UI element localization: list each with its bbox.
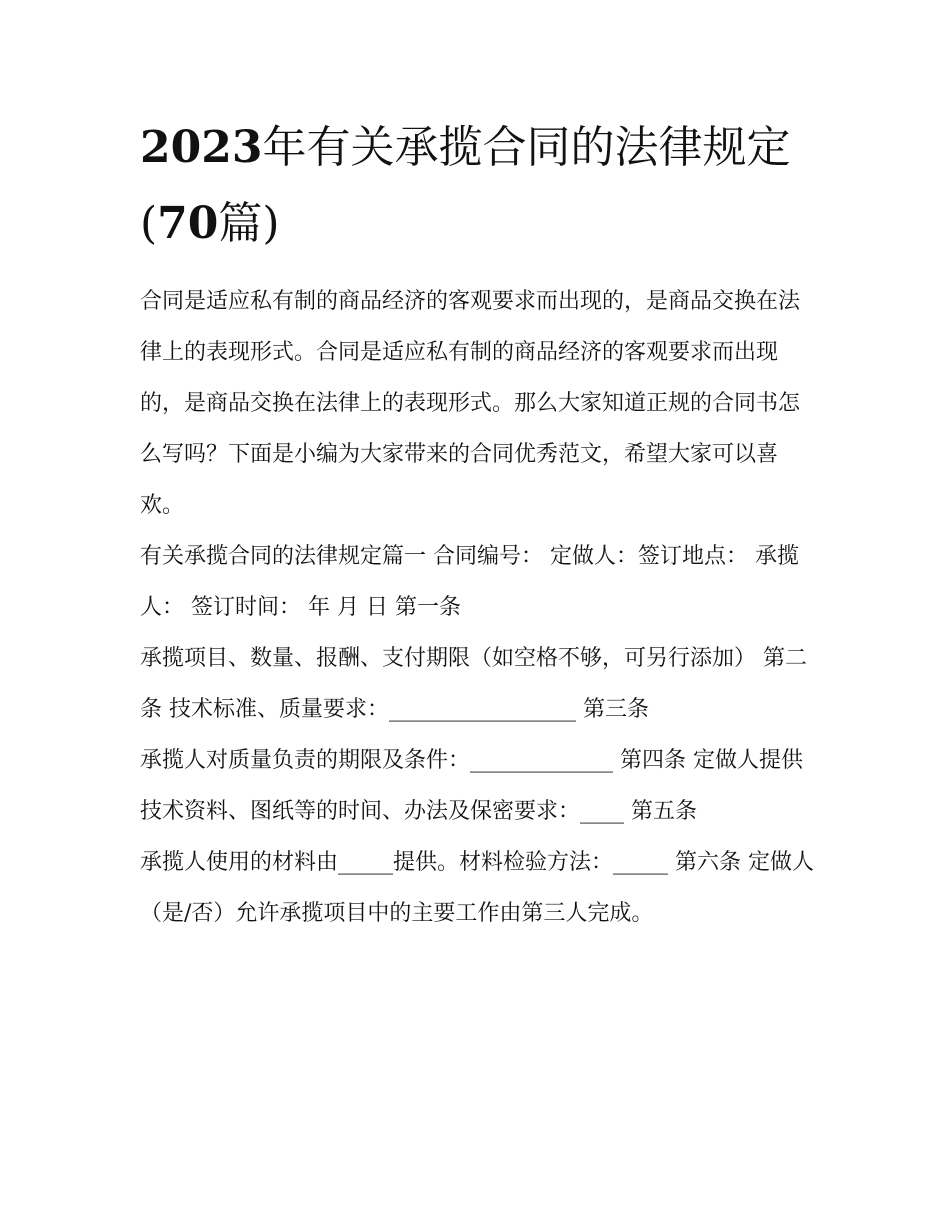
document-page [140, 110, 820, 939]
title-text: 年有关承揽合同的法律规定( [140, 122, 791, 249]
paragraph-article-5-6: 承揽人使用的材料由_____提供。材料检验方法：_____ 第六条 定做人（是/否）允许承揽项目中的主要工作由第三人完成。 [140, 850, 814, 926]
title-number: 70 [157, 198, 219, 249]
title-year: 2023 [140, 122, 263, 173]
paragraph-intro: 合同是适应私有制的商品经济的客观要求而出现的，是商品交换在法律上的表现形式。合同是适应私有制的商品经济的客观要求而出现的，是商品交换在法律上的表现形式。那么大家知道正规的合同书怎么写吗？下面是小编为大家带来的合同优秀范文，希望大家可以喜欢。 [140, 289, 801, 518]
paragraph-article-3-4: 承揽人对质量负责的期限及条件：_____________ 第四条 定做人提供技术资料、图纸等的时间、办法及保密要求：____ 第五条 [140, 748, 803, 824]
paragraph-article-1-2: 承揽项目、数量、报酬、支付期限（如空格不够，可另行添加） 第二条 技术标准、质量要求：_________________ 第三条 [140, 646, 807, 722]
paragraph-header-info: 有关承揽合同的法律规定篇一 合同编号： 定做人：签订地点： 承揽人： 签订时间： 年 月 日 第一条 [140, 544, 799, 620]
title-suffix: 篇) [218, 198, 280, 249]
document-title [140, 110, 820, 262]
